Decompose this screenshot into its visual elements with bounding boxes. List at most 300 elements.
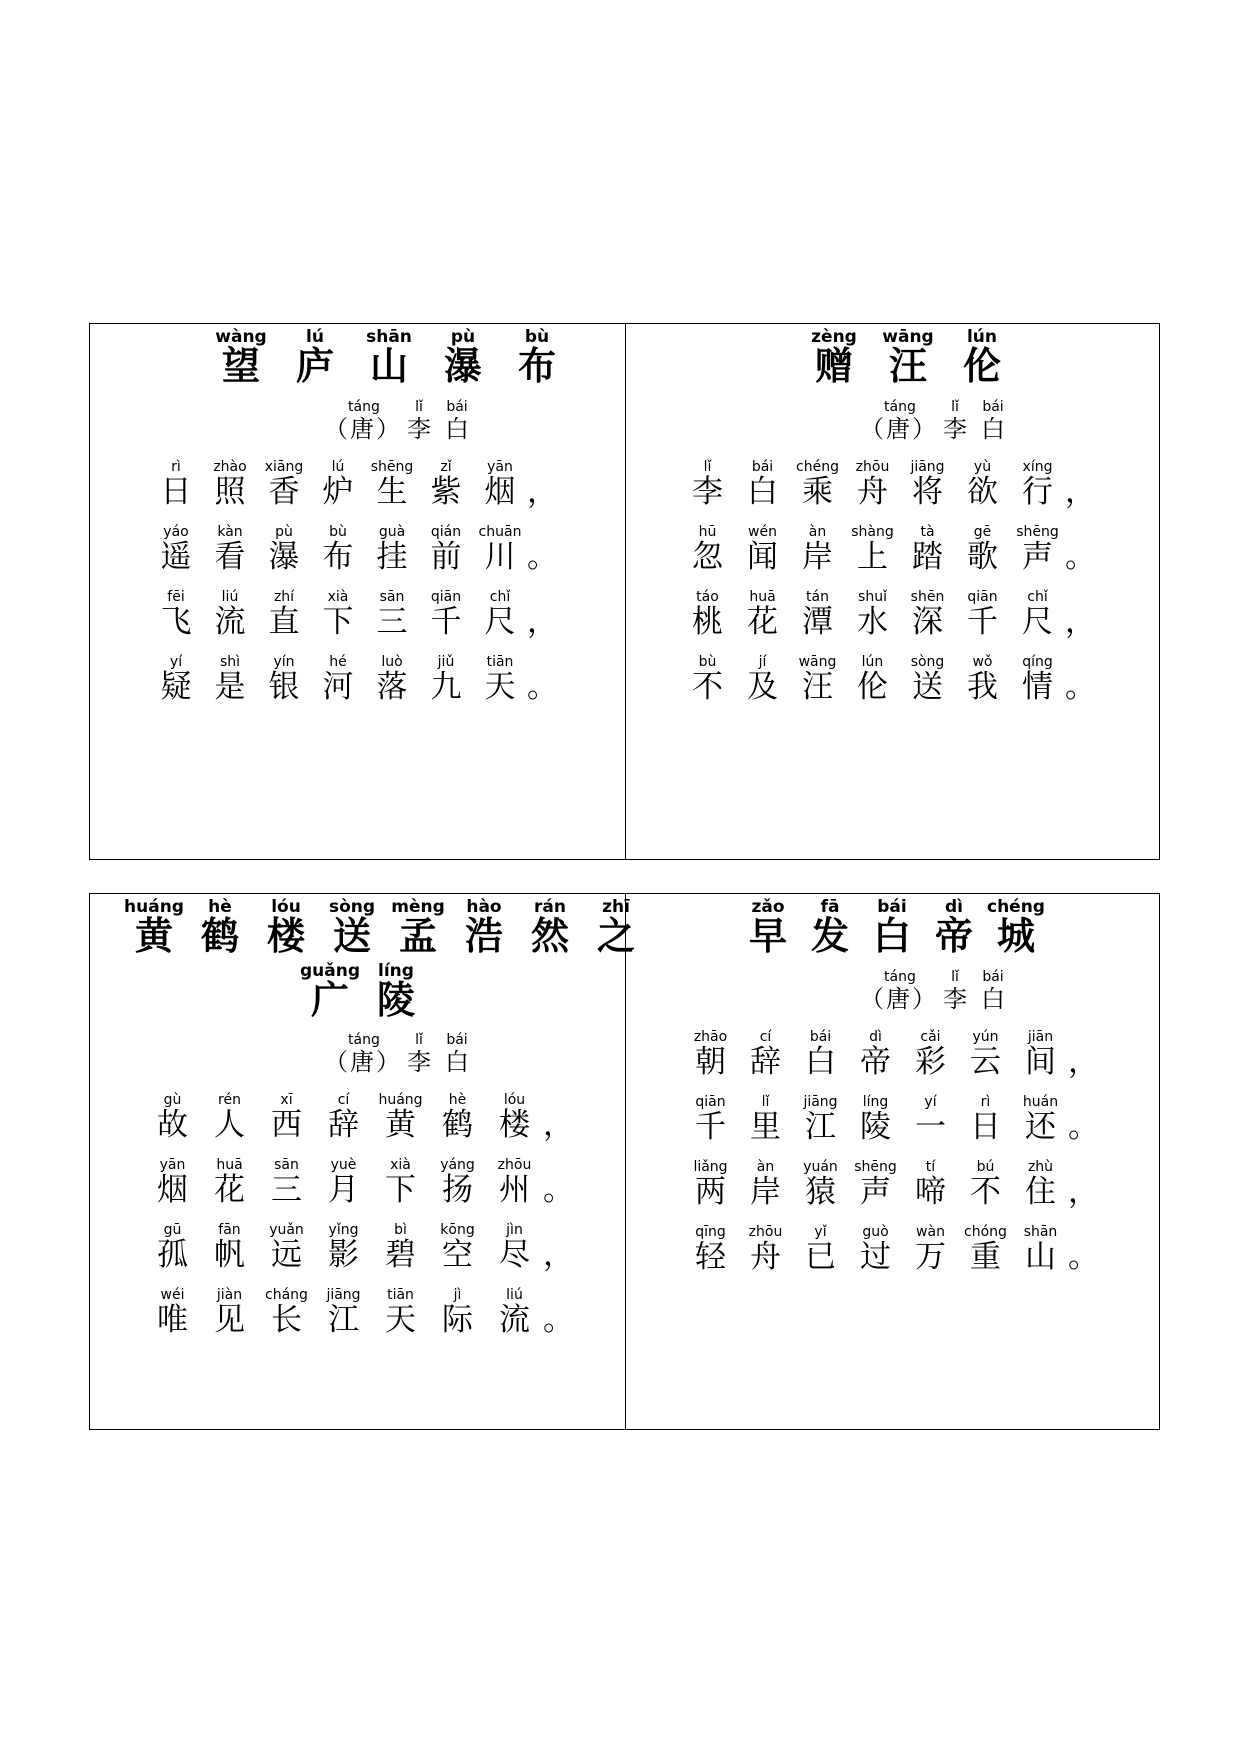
pinyin: bái — [809, 1029, 832, 1045]
pinyin: wéi — [160, 1287, 185, 1303]
line-char — [372, 1285, 429, 1336]
line-char — [735, 522, 790, 573]
line-char — [793, 1027, 848, 1078]
hanzi: 庐 — [295, 343, 334, 388]
hanzi: 白 — [981, 415, 1005, 443]
line-char — [372, 1220, 429, 1271]
hanzi: 辞 — [750, 1044, 781, 1080]
hanzi: 将 — [912, 474, 943, 510]
line-char — [486, 1155, 543, 1206]
hanzi: 李 — [943, 415, 967, 443]
hanzi: 唐 — [886, 985, 910, 1013]
hanzi: 住 — [1025, 1174, 1056, 1210]
line-char — [144, 1155, 201, 1206]
hanzi: 伦 — [962, 343, 1001, 388]
pinyin: lún — [966, 327, 998, 347]
line-char — [311, 587, 365, 638]
poem-author — [860, 397, 1012, 441]
pinyin: bái — [751, 459, 774, 475]
poem-author — [860, 967, 1012, 1011]
pinyin: zhào — [213, 459, 247, 475]
hanzi: 楼 — [499, 1107, 530, 1143]
pinyin: jiāng — [803, 1094, 838, 1110]
pinyin: rén — [218, 1092, 241, 1108]
hanzi: 飞 — [160, 604, 192, 640]
pinyin: jiān — [1027, 1029, 1054, 1045]
pinyin: lún — [861, 654, 884, 670]
punctuation: ， — [527, 604, 558, 640]
line-char — [680, 522, 735, 573]
hanzi: 里 — [750, 1109, 781, 1145]
line-char — [955, 457, 1010, 508]
pinyin: yān — [159, 1157, 186, 1173]
hanzi: 深 — [912, 604, 943, 640]
line-char — [201, 1285, 258, 1336]
poem-line — [683, 1222, 1099, 1273]
pinyin: àn — [756, 1159, 775, 1175]
hanzi: 轻 — [695, 1239, 726, 1275]
poem-author — [324, 397, 476, 441]
close-paren: ） — [376, 415, 400, 443]
line-char — [848, 1092, 903, 1143]
hanzi: 潭 — [802, 604, 833, 640]
pinyin: liú — [221, 589, 239, 605]
line-char — [845, 522, 900, 573]
pinyin: bái — [446, 1032, 468, 1048]
pinyin: jí — [758, 654, 767, 670]
pinyin: tiān — [486, 654, 514, 670]
line-char — [903, 1027, 958, 1078]
line-char — [144, 1090, 201, 1141]
line-char — [735, 587, 790, 638]
line-char — [680, 457, 735, 508]
pinyin: cí — [759, 1029, 772, 1045]
poem-line — [680, 457, 1096, 508]
hanzi: 千 — [695, 1109, 726, 1145]
pinyin: cháng — [265, 1287, 308, 1303]
pinyin: lǐ — [951, 969, 959, 985]
title-char — [385, 897, 451, 958]
pinyin: fān — [218, 1222, 241, 1238]
hanzi: 天 — [484, 669, 516, 705]
pinyin: yǐ — [814, 1224, 827, 1240]
hanzi: 欲 — [967, 474, 998, 510]
hanzi: 忽 — [692, 539, 723, 575]
line-char — [201, 1220, 258, 1271]
author-char — [936, 967, 974, 1011]
line-char — [473, 652, 527, 703]
hanzi: 陵 — [376, 977, 415, 1022]
hanzi: 楼 — [266, 913, 305, 958]
punctuation: 。 — [1068, 1109, 1099, 1145]
pinyin: yuǎn — [269, 1222, 304, 1238]
pinyin: hào — [466, 897, 502, 917]
hanzi: 烟 — [484, 474, 516, 510]
pinyin: qiān — [430, 589, 462, 605]
poem-line — [149, 587, 558, 638]
pinyin: xiāng — [264, 459, 304, 475]
punctuation: ， — [543, 1107, 574, 1143]
line-char — [1010, 457, 1065, 508]
hanzi: 不 — [692, 669, 723, 705]
hanzi: 遥 — [160, 539, 192, 575]
line-char — [429, 1090, 486, 1141]
pinyin: guǎng — [299, 961, 360, 981]
hanzi: 直 — [268, 604, 300, 640]
punctuation: 。 — [527, 669, 558, 705]
line-char — [486, 1220, 543, 1271]
line-char — [257, 652, 311, 703]
pinyin: yuè — [330, 1157, 357, 1173]
line-char — [790, 522, 845, 573]
line-char — [203, 587, 257, 638]
hanzi: 看 — [214, 539, 246, 575]
pinyin: cǎi — [920, 1029, 941, 1045]
pinyin: xíng — [1022, 459, 1053, 475]
punctuation: 。 — [527, 539, 558, 575]
pinyin: wǒ — [972, 654, 993, 670]
pinyin: àn — [808, 524, 827, 540]
hanzi: 尺 — [484, 604, 516, 640]
pinyin: lǐ — [703, 459, 712, 475]
line-char — [903, 1222, 958, 1273]
hanzi: 下 — [322, 604, 354, 640]
punctuation: ， — [527, 474, 558, 510]
pinyin: qīng — [695, 1224, 726, 1240]
hanzi: 长 — [271, 1302, 302, 1338]
poem-line — [683, 1157, 1099, 1208]
pinyin: jiàn — [216, 1287, 243, 1303]
hanzi: 岸 — [750, 1174, 781, 1210]
hanzi: 照 — [214, 474, 246, 510]
pinyin: xià — [390, 1157, 411, 1173]
pinyin: pù — [275, 524, 293, 540]
line-char — [1010, 652, 1065, 703]
hanzi: 帝 — [934, 913, 973, 958]
line-char — [201, 1155, 258, 1206]
pinyin: zhōu — [497, 1157, 532, 1173]
title-char — [985, 897, 1047, 958]
hanzi: 三 — [376, 604, 408, 640]
author-char — [974, 397, 1012, 441]
line-char — [315, 1285, 372, 1336]
line-char — [315, 1220, 372, 1271]
pinyin: jiāng — [326, 1287, 361, 1303]
pinyin: qíng — [1022, 654, 1053, 670]
pinyin: dì — [945, 897, 963, 917]
pinyin: bú — [976, 1159, 995, 1175]
hanzi: 城 — [996, 913, 1035, 958]
hanzi: 山 — [369, 343, 408, 388]
hanzi: 日 — [970, 1109, 1001, 1145]
pinyin: lú — [331, 459, 345, 475]
pinyin: táng — [348, 399, 380, 415]
punctuation: ， — [1068, 1044, 1099, 1080]
author-char — [438, 1030, 476, 1074]
line-char — [372, 1155, 429, 1206]
pinyin: sòng — [328, 897, 376, 917]
pinyin: huán — [1022, 1094, 1059, 1110]
close-paren: ） — [912, 985, 936, 1013]
line-char — [680, 652, 735, 703]
hanzi: 发 — [810, 913, 849, 958]
hanzi: 已 — [805, 1239, 836, 1275]
line-char — [419, 522, 473, 573]
hanzi: 布 — [517, 343, 556, 388]
line-char — [203, 522, 257, 573]
hanzi: 过 — [860, 1239, 891, 1275]
line-char — [958, 1092, 1013, 1143]
hanzi: 白 — [747, 474, 778, 510]
poem-author — [324, 1030, 476, 1074]
dynasty — [348, 397, 380, 443]
pinyin: shēng — [370, 459, 414, 475]
hanzi: 汪 — [802, 669, 833, 705]
pinyin: shān — [366, 327, 412, 347]
title-char — [297, 961, 363, 1022]
pinyin: lú — [306, 327, 324, 347]
hanzi: 行 — [1022, 474, 1053, 510]
pinyin: bái — [982, 399, 1004, 415]
pinyin: zhù — [1027, 1159, 1054, 1175]
hanzi: 辞 — [328, 1107, 359, 1143]
pinyin: tán — [806, 589, 829, 605]
line-char — [315, 1090, 372, 1141]
pinyin: táng — [884, 969, 916, 985]
hanzi: 声 — [1022, 539, 1053, 575]
line-char — [203, 652, 257, 703]
pinyin: chuān — [478, 524, 522, 540]
author-char — [974, 967, 1012, 1011]
line-char — [258, 1090, 315, 1141]
hanzi: 川 — [484, 539, 516, 575]
pinyin: huáng — [378, 1092, 423, 1108]
dynasty — [884, 967, 916, 1013]
poem-title — [121, 897, 649, 958]
hanzi: 乘 — [802, 474, 833, 510]
hanzi: 白 — [981, 985, 1005, 1013]
hanzi: 空 — [442, 1237, 473, 1273]
hanzi: 千 — [967, 604, 998, 640]
hanzi: 尺 — [1022, 604, 1053, 640]
line-char — [473, 587, 527, 638]
poem-title — [797, 327, 1019, 388]
punctuation: 。 — [543, 1302, 574, 1338]
line-char — [365, 652, 419, 703]
hanzi: 山 — [1025, 1239, 1056, 1275]
title-char — [861, 897, 923, 958]
hanzi: 扬 — [442, 1172, 473, 1208]
line-char — [845, 457, 900, 508]
hanzi: 炉 — [322, 474, 354, 510]
hanzi: 布 — [322, 539, 354, 575]
pinyin: qián — [430, 524, 462, 540]
line-char — [419, 457, 473, 508]
pinyin: táng — [348, 1032, 380, 1048]
pinyin: zhāo — [693, 1029, 728, 1045]
punctuation: ， — [1068, 1174, 1099, 1210]
hanzi: 还 — [1025, 1109, 1056, 1145]
hanzi: 万 — [915, 1239, 946, 1275]
pinyin: hè — [448, 1092, 467, 1108]
pinyin: yáo — [163, 524, 189, 540]
hanzi: 我 — [967, 669, 998, 705]
hanzi: 唐 — [350, 415, 374, 443]
pinyin: lǐ — [761, 1094, 770, 1110]
hanzi: 天 — [385, 1302, 416, 1338]
hanzi: 三 — [271, 1172, 302, 1208]
hanzi: 鹤 — [442, 1107, 473, 1143]
pinyin: jiǔ — [437, 654, 455, 670]
pinyin: yí — [169, 654, 183, 670]
poem-line — [680, 522, 1096, 573]
line-char — [900, 587, 955, 638]
hanzi: 间 — [1025, 1044, 1056, 1080]
line-char — [790, 457, 845, 508]
hanzi: 流 — [214, 604, 246, 640]
pinyin: wāng — [882, 327, 934, 347]
hanzi: 之 — [596, 913, 635, 958]
title-char — [517, 897, 583, 958]
pinyin: shān — [1023, 1224, 1058, 1240]
line-char — [955, 587, 1010, 638]
pinyin: yín — [273, 654, 295, 670]
open-paren: （ — [324, 415, 348, 443]
punctuation: 。 — [1065, 539, 1096, 575]
pinyin: xī — [280, 1092, 293, 1108]
pinyin: huáng — [124, 897, 184, 917]
hanzi: 朝 — [695, 1044, 726, 1080]
hanzi: 浩 — [464, 913, 503, 958]
hanzi: 一 — [915, 1109, 946, 1145]
dynasty — [884, 397, 916, 443]
line-char — [257, 522, 311, 573]
pinyin: shēng — [854, 1159, 897, 1175]
line-char — [149, 652, 203, 703]
title-char — [319, 897, 385, 958]
pinyin: jiāng — [910, 459, 945, 475]
line-char — [311, 652, 365, 703]
punctuation: ， — [1065, 474, 1096, 510]
poem-line — [144, 1155, 574, 1206]
hanzi: 花 — [214, 1172, 245, 1208]
line-char — [315, 1155, 372, 1206]
line-char — [958, 1157, 1013, 1208]
title-char — [121, 897, 187, 958]
title-char — [187, 897, 253, 958]
pinyin: hū — [698, 524, 717, 540]
pinyin: lǐ — [415, 399, 423, 415]
pinyin: zǐ — [440, 459, 452, 475]
hanzi: 李 — [407, 415, 431, 443]
pinyin: luò — [381, 654, 403, 670]
title-char — [253, 897, 319, 958]
line-char — [257, 457, 311, 508]
line-char — [738, 1222, 793, 1273]
poem-line — [144, 1090, 574, 1141]
pinyin: bù — [329, 524, 347, 540]
line-char — [473, 457, 527, 508]
author-char — [438, 397, 476, 441]
pinyin: tiān — [387, 1287, 414, 1303]
hanzi: 李 — [943, 985, 967, 1013]
pinyin: guà — [378, 524, 406, 540]
pinyin: xià — [327, 589, 349, 605]
pinyin: yǐng — [328, 1222, 359, 1238]
pinyin: tà — [920, 524, 935, 540]
hanzi: 紫 — [430, 474, 462, 510]
hanzi: 声 — [860, 1174, 891, 1210]
poem-line — [149, 457, 558, 508]
hanzi: 下 — [385, 1172, 416, 1208]
pinyin: shēn — [910, 589, 945, 605]
hanzi: 舟 — [750, 1239, 781, 1275]
line-char — [793, 1092, 848, 1143]
pinyin: yuán — [803, 1159, 838, 1175]
hanzi: 陵 — [860, 1109, 891, 1145]
line-char — [144, 1220, 201, 1271]
line-char — [486, 1285, 543, 1336]
line-char — [680, 587, 735, 638]
hanzi: 碧 — [385, 1237, 416, 1273]
line-char — [683, 1092, 738, 1143]
pinyin: huā — [749, 589, 776, 605]
hanzi: 唐 — [350, 1048, 374, 1076]
open-paren: （ — [860, 985, 884, 1013]
pinyin: zèng — [811, 327, 857, 347]
pinyin: gù — [163, 1092, 182, 1108]
hanzi: 送 — [332, 913, 371, 958]
pinyin: yí — [924, 1094, 937, 1110]
hanzi: 故 — [157, 1107, 188, 1143]
hanzi: 江 — [805, 1109, 836, 1145]
line-char — [735, 652, 790, 703]
hanzi: 黄 — [134, 913, 173, 958]
pinyin: chǐ — [1027, 589, 1048, 605]
open-paren: （ — [324, 1048, 348, 1076]
hanzi: 香 — [268, 474, 300, 510]
line-char — [429, 1285, 486, 1336]
pinyin: rán — [534, 897, 566, 917]
hanzi: 猿 — [805, 1174, 836, 1210]
line-char — [683, 1222, 738, 1273]
line-char — [848, 1027, 903, 1078]
poem-title-cont — [297, 961, 429, 1022]
line-char — [900, 652, 955, 703]
hanzi: 见 — [214, 1302, 245, 1338]
hanzi: 啼 — [915, 1174, 946, 1210]
line-char — [955, 652, 1010, 703]
poem-line — [683, 1027, 1099, 1078]
line-char — [365, 457, 419, 508]
hanzi: 瀑 — [268, 539, 300, 575]
pinyin: líng — [378, 961, 414, 981]
hanzi: 广 — [310, 977, 349, 1022]
pinyin: hé — [329, 654, 347, 670]
pinyin: shēng — [1016, 524, 1059, 540]
author-char — [400, 1030, 438, 1074]
pinyin: chéng — [987, 897, 1045, 917]
hanzi: 江 — [328, 1302, 359, 1338]
hanzi: 生 — [376, 474, 408, 510]
hanzi: 烟 — [157, 1172, 188, 1208]
hanzi: 彩 — [915, 1044, 946, 1080]
line-char — [429, 1155, 486, 1206]
line-char — [149, 457, 203, 508]
hanzi: 水 — [857, 604, 888, 640]
hanzi: 及 — [747, 669, 778, 705]
hanzi: 白 — [445, 415, 469, 443]
